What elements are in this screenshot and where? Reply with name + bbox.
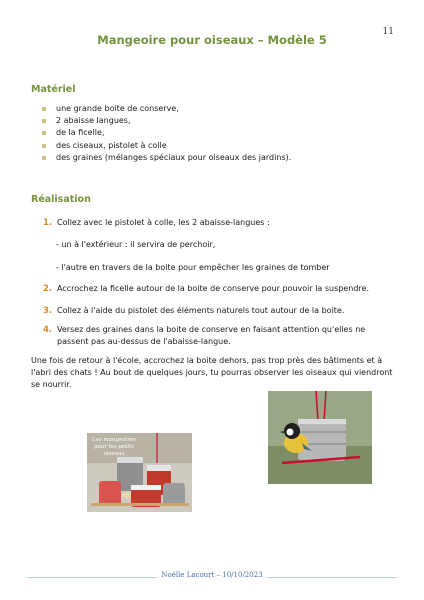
bird-on-can-feeder-photo xyxy=(268,391,372,484)
step-number: 1. xyxy=(43,218,53,228)
photo-caption: Les mangeoires pour les petits oiseaux xyxy=(91,437,137,457)
page-title: Mangeoire pour oiseaux – Modèle 5 xyxy=(97,33,327,47)
list-item: des graines (mélanges spéciaux pour oiseaux des jardins). xyxy=(40,152,291,164)
step-text: Collez avec le pistolet à colle, les 2 abaisse-langues : xyxy=(57,218,270,227)
list-item: de la ficelle, xyxy=(40,127,291,139)
materials-heading: Matériel xyxy=(31,84,76,95)
sub-item-perch: - un à l'extérieur : il servira de perchoir, xyxy=(56,240,216,249)
step-text: Collez à l'aide du pistolet des éléments naturels tout autour de la boite. xyxy=(57,306,345,315)
step-number: 4. xyxy=(43,325,53,335)
sub-item-crossbar: - l'autre en travers de la boite pour empêcher les graines de tomber xyxy=(56,263,330,272)
materials-list xyxy=(40,103,291,164)
list-item: des ciseaux, pistolet à colle xyxy=(40,140,291,152)
tin-can-feeders-photo xyxy=(87,433,192,512)
footer-author-date: Noëlle Lacourt – 10/10/2023 xyxy=(161,571,263,579)
list-item: une grande boite de conserve, xyxy=(40,103,291,115)
list-item: 2 abaisse langues, xyxy=(40,115,291,127)
page-number: 11 xyxy=(382,27,394,37)
step-number: 2. xyxy=(43,284,53,294)
step-text: Versez des graines dans la boite de conserve en faisant attention qu'elles ne passent pas au-dessus de l'abaisse-langue. xyxy=(57,325,366,346)
step-text: Accrochez la ficelle autour de la boite de conserve pour pouvoir la suspendre. xyxy=(57,284,370,293)
bird-feeder-illustration xyxy=(268,391,372,484)
step-number: 3. xyxy=(43,306,53,316)
realisation-heading: Réalisation xyxy=(31,194,91,205)
closing-paragraph: Une fois de retour à l'école, accrochez la boite dehors, pas trop près des bâtiments et à l'abri des chats ! Au bout de quelques jours, tu pourras observer les oiseaux qui viendront se nourrir. xyxy=(31,356,393,389)
